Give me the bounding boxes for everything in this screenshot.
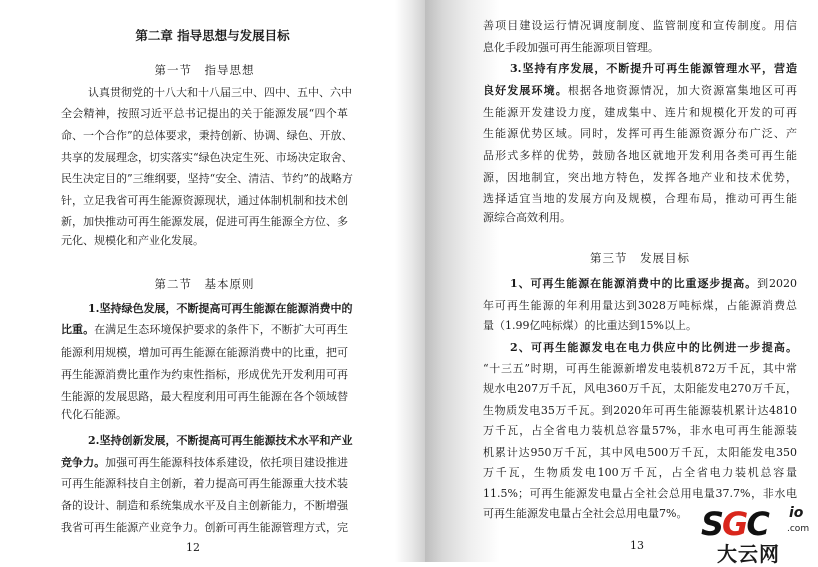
- text-line: 再生能源消费比重作为约束性指标，形成优先开发利用可再: [61, 368, 348, 381]
- text-line: 在满足生态环境保护要求的条件下，不断扩大可再生: [94, 323, 349, 336]
- text-line: 量（1.99亿吨标煤）的比重达到15%以上。: [483, 319, 697, 332]
- section-title: 第二节 基本原则: [154, 277, 255, 291]
- text-line: 品形式多样的优势，鼓励各地区就地开发利用各类可再生能: [483, 149, 797, 162]
- text-line: 备的设计、制造和系统集成水平及自主创新能力，不断增强: [61, 499, 348, 512]
- logo-text: SGC: [701, 505, 768, 543]
- text-line: 加强可再生能源科技体系建设，依托项目建设推进: [105, 456, 349, 469]
- page-13: [425, 0, 818, 566]
- text-line: 元化、规模化和产业化发展。: [61, 234, 204, 247]
- principle-heading: 2.坚持创新发展，不断提高可再生能源技术水平和产业: [88, 434, 353, 447]
- text-line: 代化石能源。: [61, 408, 127, 421]
- text-line: 到2020: [757, 277, 797, 290]
- text-line: 针，立足我省可再生能源资源现状，通过体制机制和技术创: [61, 194, 348, 207]
- logo-io: io: [789, 505, 804, 521]
- text-line: 规水电207万千瓦，风电360万千瓦，太阳能发电270万千瓦，: [483, 382, 797, 395]
- watermark-logo: [701, 505, 816, 566]
- text-line: 全会精神，按照习近平总书记提出的关于能源发展“四个革: [61, 107, 348, 120]
- principle-heading: 3.坚持有序发展，不断提升可再生能源管理水平，营造: [510, 62, 797, 75]
- text-line: 善项目建设运行情况调度制度、监管制度和宣传制度。用信: [483, 19, 797, 32]
- principle-heading: 比重。: [61, 323, 95, 336]
- text-line: 认真贯彻党的十八大和十八届三中、四中、五中、六中: [88, 86, 352, 99]
- text-line: 根据各地资源情况，加大资源富集地区可再: [567, 84, 798, 97]
- text-line: 息化手段加强可再生能源项目管理。: [483, 41, 659, 54]
- goal-heading: 2、可再生能源发电在电力供应中的比例进一步提高。: [510, 341, 797, 354]
- text-line: 我省可再生能源产业竞争力。创新可再生能源管理方式，完: [61, 521, 348, 534]
- logo-chinese: 大云网: [717, 542, 780, 566]
- text-line: 可再生能源发电量占全社会总用电量7%。: [483, 507, 688, 520]
- text-line: 年可再生能源的年利用量达到3028万吨标煤，占能源消费总: [483, 299, 797, 312]
- text-line: 源，因地制宜，突出地方特色，发挥各地产业和技术优势，: [483, 171, 797, 184]
- text-line: 共享的发展理念，切实落实“绿色决定生死、市场决定取舍、: [61, 151, 353, 164]
- page-number: 13: [630, 539, 644, 552]
- text-line: 机累计达950万千瓦，其中风电500万千瓦，太阳能发电350: [483, 446, 797, 459]
- chapter-title: 第二章 指导思想与发展目标: [135, 28, 290, 43]
- text-line: 生物质发电35万千瓦。到2020年可再生能源装机累计达4810: [483, 404, 797, 417]
- text-line: 能源利用规模，增加可再生能源在能源消费中的比重，把可: [61, 346, 348, 359]
- text-line: 源综合高效利用。: [483, 211, 571, 224]
- page-number: 12: [186, 541, 200, 554]
- text-line: 民生决定目的”三维纲要，坚持“安全、清洁、节约”的战略方: [61, 172, 353, 185]
- principle-heading: 1.坚持绿色发展，不断提高可再生能源在能源消费中的: [88, 302, 353, 315]
- text-line: 生能源的发展思路，最大程度利用可再生能源在各个领域替: [61, 390, 348, 403]
- principle-heading: 良好发展环境。: [483, 84, 568, 97]
- text-line: 新，加快推动可再生能源发展，促进可再生能源全方位、多: [61, 215, 348, 228]
- goal-heading: 1、可再生能源在能源消费中的比重逐步提高。: [510, 277, 758, 290]
- section-title: 第三节 发展目标: [590, 251, 690, 265]
- text-line: 可再生能源科技自主创新，着力提高可再生能源重大技术装: [61, 477, 348, 490]
- text-line: 生能源开发建设力度，建成集中、连片和规模化开发的可再: [483, 106, 797, 119]
- principle-heading: 竞争力。: [61, 456, 106, 469]
- text-line: 11.5%；可再生能源发电量占全社会总用电量37.7%，非水电: [483, 487, 797, 500]
- text-line: 选择适宜当地的发展方向及规模，合理布局，推动可再生能: [483, 192, 797, 205]
- text-line: 生能源优势区域。同时，发挥可再生能源资源分布广泛、产: [483, 127, 797, 140]
- section-title: 第一节 指导思想: [154, 63, 255, 77]
- text-line: “十三五”时期，可再生能源新增发电装机872万千瓦，其中常: [483, 362, 797, 375]
- text-line: 万千瓦，占全省电力装机总容量57%，非水电可再生能源装: [483, 424, 797, 437]
- text-line: 万千瓦，生物质发电100万千瓦，占全省电力装机总容量: [483, 466, 797, 479]
- text-line: 命、一个合作”的总体要求，秉持创新、协调、绿色、开放、: [61, 129, 353, 142]
- logo-com: .com: [787, 524, 810, 534]
